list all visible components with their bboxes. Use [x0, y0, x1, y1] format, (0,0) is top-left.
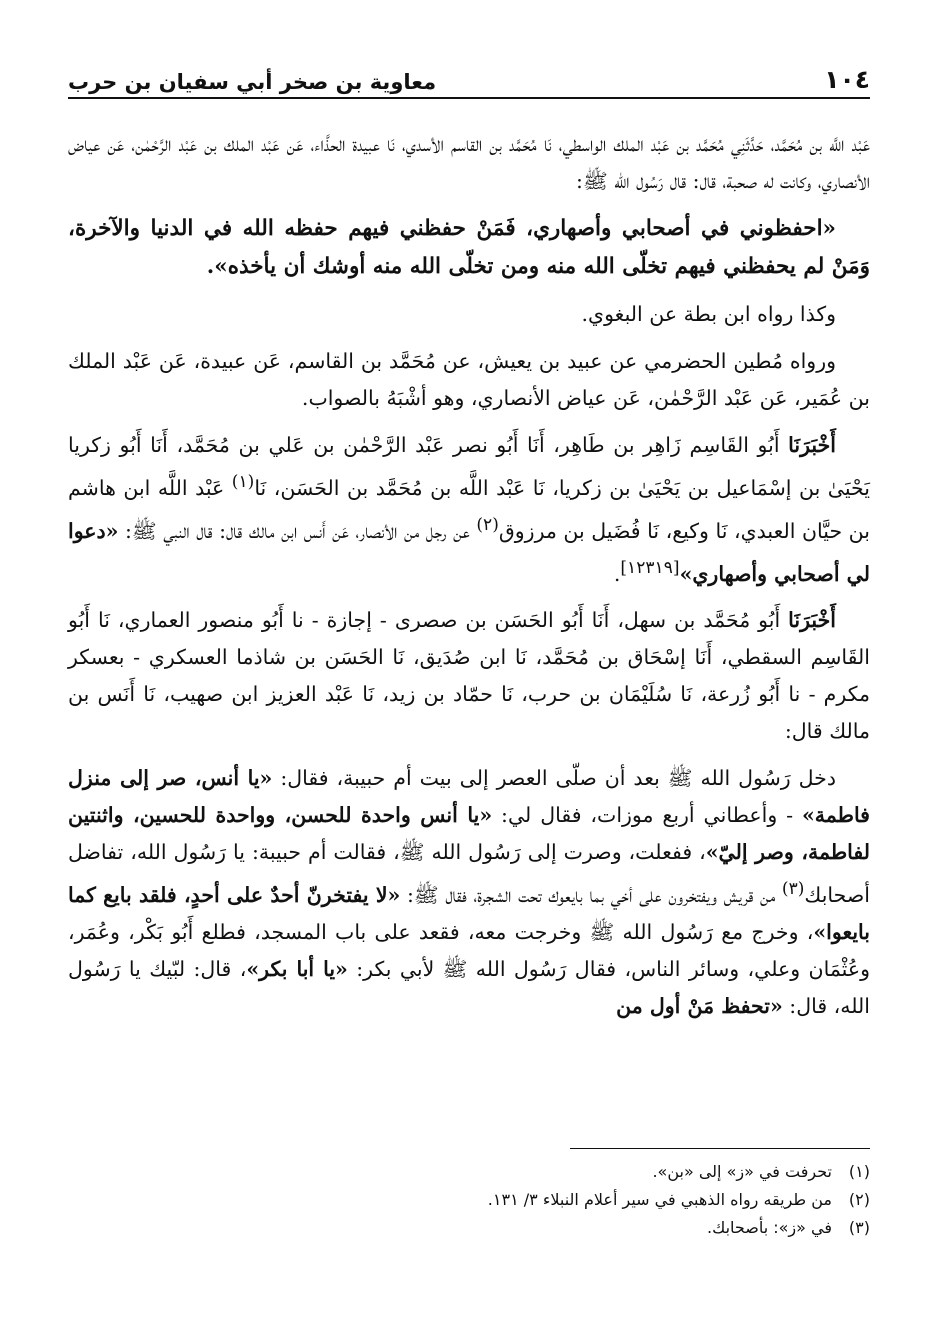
isnad-2-part-b: عَبْد اللَّه ابن هاشم بن حيَّان العبدي، نَا وكيع، نَا فُضَيل بن مرزوق — [68, 475, 870, 543]
footnotes — [68, 1158, 870, 1242]
isnad-2-part-a: أَبُو القَاسِم زَاهِر بن طَاهِر، أَنَا أَبُو نصر عَبْد الرَّحْمٰن بن عَلي بن مُحَمَّد، أَنَا أَبُو زكريا يَحْيَىٰ بن إسْمَاعيل بن يَحْيَىٰ بن زكريا، نَا عَبْد اللَّه بن مُحَمَّد بن الحَسَن، نَا — [68, 433, 871, 500]
quote-anas-1: «يا أنس، صر إلى منزل فاطمة» — [68, 766, 870, 828]
footnote-rule — [570, 1148, 870, 1149]
isnad-3-text: أَبُو مُحَمَّد بن سهل، أَنَا أَبُو الحَسَن بن صصرى - إجازة - نا أَبُو منصور العماري، نَا أَبُو القَاسِم السقطي، أَنَا إسْحَاق بن مُحَمَّد، نَا ابن صُدَيق، نَا الحَسَن بن شاذما العسكري - بعسكر مكرم - نا أَبُو زُرعة، نَا سُلَيْمَان بن حرب، نَا حمّاد بن زيد، نَا عَبْد العزيز ابن صهيب، نَا أَنَس بن مالك قال: — [68, 608, 870, 744]
paragraph-mutayn: ورواه مُطين الحضرمي عن عبيد بن يعيش، عن مُحَمَّد بن القاسم، عَن عبيدة، عَن عَبْد الملك بن عُمَير، عَن عَبْد الرَّحْمٰن، عَن عياض الأنصاري، وهو أشْبَهُ بالصواب. — [68, 349, 870, 410]
akhbarana-keyword: أَخْبَرَنَا — [788, 608, 836, 633]
footnote-2 — [68, 1186, 870, 1214]
quote-anas-2: «يا أنس واحدة للحسن، وواحدة للحسين، واثنتين لفاطمة، وصر إليّ» — [68, 803, 870, 865]
footnote-ref-1[interactable]: (١) — [231, 472, 255, 492]
footnote-1 — [68, 1158, 870, 1186]
hadith-text-1: «احفظوني في أصحابي وأصهاري، فَمَنْ حفظني فيهم حفظه الله في الدنيا والآخرة، وَمَنْ لم يحفظني فيهم تخلّى الله منه ومن تخلّى الله منه أوشك أن يأخذه». — [68, 216, 870, 279]
page-header — [68, 52, 870, 94]
narration-part-a: دخل رَسُول الله ﷺ بعد أن صلّى العصر إلى بيت أم حبيبة، فقال: — [272, 766, 836, 791]
isnad-2-end: . — [613, 561, 621, 586]
page-number: ١٠٤ — [824, 65, 870, 94]
hadith-number: [١٢٣١٩] — [620, 557, 680, 578]
quote-prophet: «لا يفتخرنّ أحدٌ على أحدٍ، فلقد بايع كما بايعوا» — [68, 883, 870, 945]
paragraph-isnad-1: عَبْد اللَّه بن مُحَمَّد، حَدَّثَنِي مُحَمَّد بن عَبْد الملك الواسطي، نَا مُحَمَّد بن القاسم الأسدي، نَا عبيدة الحذَّاء، عَن عَبْد الملك بن عَبْد الرَّحْمٰن، عَن عياض الأنصاري، وكانت له صحبة، قال: قال رَسُول الله ﷺ: — [68, 132, 870, 193]
quote-abu-bakr: «يا أبا بكر» — [246, 957, 348, 982]
narration-part-c: ، ففعلت، وصرت إلى رَسُول الله ﷺ، فقالت أم حبيبة: يا رَسُول الله، تفاضل أصحابك — [68, 840, 870, 908]
footnote-3 — [68, 1214, 870, 1242]
footnote-ref-3[interactable]: (٣) — [781, 879, 805, 900]
paragraph-narration — [68, 760, 870, 1025]
narration-part-b: - وأعطاني أربع موزات، فقال لي: — [492, 803, 802, 828]
narration-part-f: ، قال: لبّيك يا رَسُول الله، قال: — [68, 957, 870, 1019]
narration-part-d: من قريش ويفتخرون على أخي بما بايعوك تحت الشجرة، فقال ﷺ: — [400, 883, 782, 908]
akhbarana-keyword: أَخْبَرَنَا — [788, 433, 836, 457]
footnote-ref-2[interactable]: (٢) — [476, 514, 499, 535]
isnad-2-part-c: عن رجل من الأنصار، عَن أَنس ابن مالك قال: قال النبي ﷺ: — [118, 518, 477, 543]
footnote-text: في «ز»: بأصحابك. — [707, 1218, 832, 1237]
quote-final: «تحفظ مَنْ أول من — [616, 994, 783, 1019]
narration-part-e: ، وخرج مع رَسُول الله ﷺ وخرجت معه، فقعد على باب المسجد، فطلع أَبُو بَكْر، وعُمَر، وعُثْمَان وعلي، وسائر الناس، فقال رَسُول الله ﷺ لأبي بكر: — [68, 920, 870, 982]
footnote-number: (١) — [848, 1162, 870, 1181]
header-rule — [68, 97, 870, 99]
paragraph-note-ibn-batta: وكذا رواه ابن بطة عن البغوي. — [581, 302, 836, 326]
running-title: معاوية بن صخر أبي سفيان بن حرب — [68, 70, 437, 94]
paragraph-isnad-3 — [68, 602, 870, 750]
footnote-number: (٢) — [848, 1190, 870, 1209]
hadith-text-2: «دعوا لي أصحابي وأصهاري» — [68, 518, 870, 586]
footnote-text: من طريقه رواه الذهبي في سير أعلام النبلاء ٣/ ١٣١. — [487, 1190, 832, 1209]
footnote-number: (٣) — [848, 1218, 870, 1237]
footnote-text: تحرفت في «ز» إلى «بن». — [652, 1162, 832, 1181]
paragraph-isnad-2 — [68, 427, 870, 592]
main-text — [68, 126, 870, 1035]
